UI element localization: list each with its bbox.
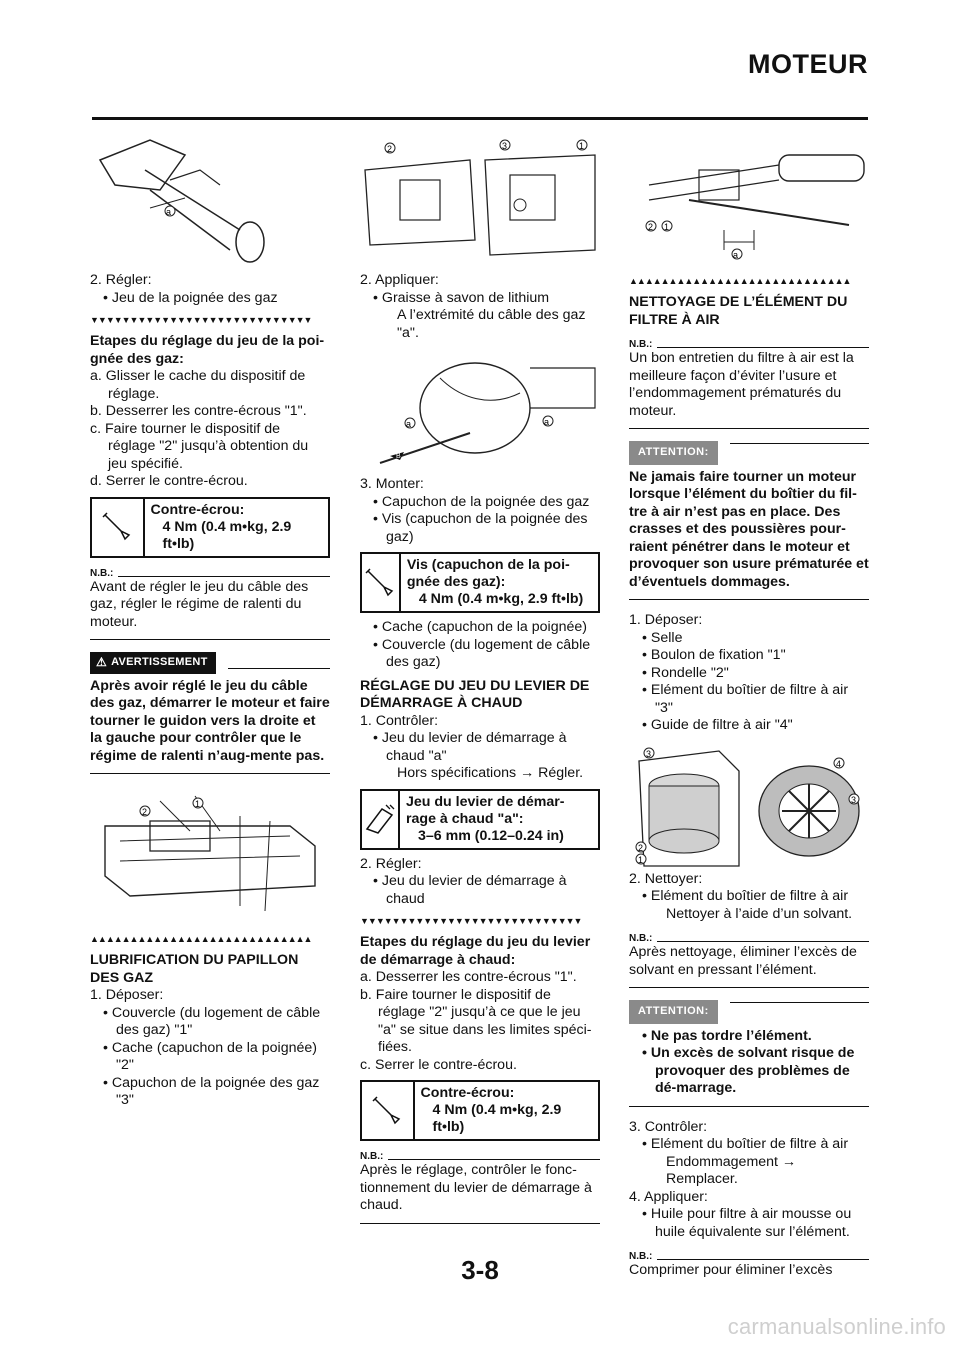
torque-value: 4 Nm (0.4 m•kg, 2.9 ft•lb)	[162, 518, 292, 552]
column-2	[360, 130, 600, 1236]
c1-warning-text: Après avoir réglé le jeu du câble des gaz, démarrer le moteur et faire tourner le guidon vers la droite et la gauche pour contrôler que le régime de ralenti n’aug-mente pas.	[90, 677, 330, 764]
column-3	[629, 130, 869, 1280]
c1-lub-b1: • Couvercle (du logement de câble des gaz) "1"	[103, 1004, 321, 1038]
air-filter-illustration	[629, 741, 869, 871]
spec-title: Jeu du levier de démar-rage à chaud "a":	[406, 793, 565, 827]
procedure-start-marker: ▼▼▼▼▼▼▼▼▼▼▼▼▼▼▼▼▼▼▼▼▼▼▼▼▼▼▼▼	[90, 315, 312, 325]
c2-step3-b2: • Vis (capuchon de la poignée des gaz)	[373, 511, 588, 545]
nb-label: N.B.:	[629, 933, 653, 944]
c3-nb3-text: Comprimer pour éliminer l’excès	[629, 1262, 833, 1278]
c1-proc-b: b. Desserrer les contre-écrous "1".	[90, 403, 307, 419]
c3-step3: 3. Contrôler:	[629, 1118, 708, 1135]
c3-step1-b5: • Guide de filtre à air "4"	[642, 717, 793, 733]
torque-spec-box	[360, 1080, 600, 1141]
torque-wrench-icon	[92, 499, 145, 556]
nb-header	[629, 933, 869, 944]
c2-step2-b1: • Graisse à savon de lithium	[373, 289, 550, 306]
c2-proc-c: c. Serrer le contre-écrou.	[360, 1056, 517, 1073]
c2-step2-b1-sub: A l’extrémité du câble des gaz "a".	[397, 307, 586, 341]
callout-1: 1	[664, 222, 670, 232]
c2-hot-step2: 2. Régler:	[360, 855, 422, 872]
grease-symbol-label: B	[396, 453, 401, 460]
nb-label: N.B.:	[360, 1151, 384, 1162]
c2-step3-b3: • Cache (capuchon de la poignée)	[373, 619, 587, 635]
c3-step1: 1. Déposer:	[629, 612, 703, 628]
attention-header	[629, 441, 869, 465]
c1-step2: 2. Régler:	[90, 272, 152, 288]
throttle-cover-illustration	[360, 130, 600, 268]
c1-lub-step1: 1. Déposer:	[90, 987, 164, 1003]
c3-step1-b3: • Rondelle "2"	[642, 664, 729, 681]
warning-label: AVERTISSEMENT	[111, 656, 208, 668]
warning-header	[90, 652, 330, 674]
nb-header	[360, 1151, 600, 1162]
callout-4: 4	[836, 758, 842, 769]
callout-2: 2	[387, 144, 393, 154]
torque-title: Vis (capuchon de la poi-gnée des gaz):	[406, 557, 570, 590]
c1-proc-c: c. Faire tourner le dispositif de réglage "2" jusqu’à obtention du jeu spécifié.	[90, 420, 309, 472]
c1-step2-bullet: • Jeu de la poignée des gaz	[103, 289, 278, 306]
callout-1: 1	[195, 799, 201, 809]
torque-title: Contre-écrou:	[150, 501, 245, 518]
torque-spec-box	[360, 552, 600, 613]
column-1	[90, 130, 330, 1110]
c2-step3-b1: • Capuchon de la poignée des gaz	[373, 493, 590, 510]
spec-value: 3–6 mm (0.12–0.24 in)	[418, 827, 564, 844]
c2-proc-a: a. Desserrer les contre-écrous "1".	[360, 969, 577, 985]
c3-nb1-text: Un bon entretien du filtre à air est la meilleure façon d’éviter l’usure et l’endommagement prématurés du moteur.	[629, 350, 854, 419]
c3-step4: 4. Appliquer:	[629, 1188, 708, 1205]
procedure-end-marker: ▲▲▲▲▲▲▲▲▲▲▲▲▲▲▲▲▲▲▲▲▲▲▲▲▲▲▲▲	[90, 934, 312, 944]
lever-spec-box	[360, 789, 600, 850]
procedure-end-marker: ▲▲▲▲▲▲▲▲▲▲▲▲▲▲▲▲▲▲▲▲▲▲▲▲▲▲▲▲	[629, 276, 851, 286]
c3-step4-b1: • Huile pour filtre à air mousse ou huile équivalente sur l’élément.	[642, 1206, 852, 1240]
page-number: 3-8	[461, 1255, 499, 1285]
hot-start-lever-illustration	[629, 130, 869, 268]
callout-1: 1	[638, 854, 644, 865]
c3-step1-b1: • Selle	[642, 629, 683, 646]
cable-end-illustration	[360, 348, 600, 476]
callout-3: 3	[851, 794, 857, 805]
header-rule	[92, 117, 868, 120]
c3-step2-b1: • Elément du boîtier de filtre à air	[642, 888, 849, 904]
callout-a: a	[166, 207, 172, 217]
c2-hot-title: RÉGLAGE DU JEU DU LEVIER DE DÉMARRAGE À CHAUD	[360, 677, 590, 711]
c2-hot-b1: • Jeu du levier de démarrage à chaud "a"	[373, 730, 567, 764]
c3-step3-b1-sub: Endommagement → Remplacer.	[666, 1153, 797, 1187]
c2-step2: 2. Appliquer:	[360, 272, 439, 288]
nb-header	[629, 339, 869, 350]
callout-a: a	[544, 417, 550, 427]
attention-badge: ATTENTION:	[629, 1000, 718, 1024]
c1-lub-b3: • Capuchon de la poignée des gaz "3"	[103, 1074, 320, 1108]
c3-step1-b4: • Elément du boîtier de filtre à air "3"	[642, 682, 849, 716]
c1-nb-text: Avant de régler le jeu du câble des gaz, régler le régime de ralenti du moteur.	[90, 578, 309, 630]
c2-step3-b4: • Couvercle (du logement de câble des gaz)	[373, 636, 591, 670]
torque-value: 4 Nm (0.4 m•kg, 2.9 ft•lb)	[418, 591, 584, 607]
c1-lub-title: LUBRIFICATION DU PAPILLON DES GAZ	[90, 952, 299, 986]
c3-step2-b1-sub: Nettoyer à l’aide d’un solvant.	[666, 905, 853, 922]
torque-wrench-icon	[362, 1082, 415, 1139]
throttle-housing-illustration	[90, 786, 330, 926]
callout-a: a	[406, 419, 412, 429]
procedure-start-marker: ▼▼▼▼▼▼▼▼▼▼▼▼▼▼▼▼▼▼▼▼▼▼▼▼▼▼▼▼	[360, 916, 582, 926]
callout-2: 2	[142, 807, 148, 817]
nb-label: N.B.:	[629, 339, 653, 350]
c2-procedure-title: Etapes du réglage du jeu du levier de démarrage à chaud:	[360, 934, 591, 968]
c3-step1-b2: • Boulon de fixation "1"	[642, 647, 786, 663]
c3-att2-b2: • Un excès de solvant risque de provoquer des problèmes de dé-marrage.	[642, 1045, 855, 1096]
callout-3: 3	[502, 141, 508, 151]
page-header-title: MOTEUR	[748, 49, 868, 79]
c3-nb2-text: Après nettoyage, éliminer l’excès de solvant en pressant l’élément.	[629, 944, 857, 978]
callout-2: 2	[638, 842, 644, 853]
callout-1: 1	[579, 141, 585, 151]
torque-value: 4 Nm (0.4 m•kg, 2.9 ft•lb)	[432, 1102, 562, 1135]
c2-proc-b: b. Faire tourner le dispositif de réglage "2" jusqu’à ce que le jeu "a" se situe dans les limites spéci-fiées.	[360, 986, 592, 1055]
c3-step3-b1: • Elément du boîtier de filtre à air	[642, 1136, 849, 1152]
c3-att2-b1: • Ne pas tordre l’élément.	[642, 1027, 812, 1044]
c3-title: NETTOYAGE DE L’ÉLÉMENT DU FILTRE À AIR	[629, 294, 848, 328]
c3-att1-text: Ne jamais faire tourner un moteur lorsque l’élément du boîtier du fil-tre à air n’est pas en place. Des crasses et des poussières pour-raient pénétrer dans le moteur et provoquer son usure prématurée et d’éventuels dommages.	[629, 468, 869, 590]
watermark: carmanualsonline.info	[727, 1314, 946, 1339]
torque-title: Contre-écrou:	[420, 1085, 515, 1101]
attention-badge: ATTENTION:	[629, 441, 718, 465]
c2-hot-b2: • Jeu du levier de démarrage à chaud	[373, 873, 567, 907]
c3-step2: 2. Nettoyer:	[629, 870, 703, 887]
nb-header	[90, 568, 330, 579]
c1-lub-b2: • Cache (capuchon de la poignée) "2"	[103, 1039, 317, 1073]
callout-3: 3	[646, 748, 652, 759]
nb-label: N.B.:	[90, 567, 114, 579]
warning-badge	[90, 652, 216, 674]
warning-triangle-icon: ⚠	[96, 655, 108, 669]
gauge-icon	[362, 791, 400, 848]
c2-step3: 3. Monter:	[360, 476, 424, 492]
c1-proc-d: d. Serrer le contre-écrou.	[90, 473, 248, 489]
torque-spec-box	[90, 497, 330, 558]
callout-a: a	[733, 250, 739, 260]
c1-proc-a: a. Glisser le cache du dispositif de réglage.	[90, 368, 306, 402]
nb-label: N.B.:	[629, 1251, 653, 1262]
nb-header	[629, 1251, 869, 1262]
throttle-grip-illustration	[90, 130, 330, 268]
attention-header	[629, 1000, 869, 1024]
c1-procedure-title: Etapes du réglage du jeu de la poi-gnée des gaz:	[90, 333, 325, 367]
c2-nb-text: Après le réglage, contrôler le fonc-tionnement du levier de démarrage à chaud.	[360, 1162, 592, 1213]
c2-hot-b1-sub: Hors spécifications → Régler.	[397, 765, 584, 781]
callout-2: 2	[648, 222, 654, 232]
torque-wrench-icon	[362, 554, 401, 611]
c2-hot-step1: 1. Contrôler:	[360, 712, 439, 729]
